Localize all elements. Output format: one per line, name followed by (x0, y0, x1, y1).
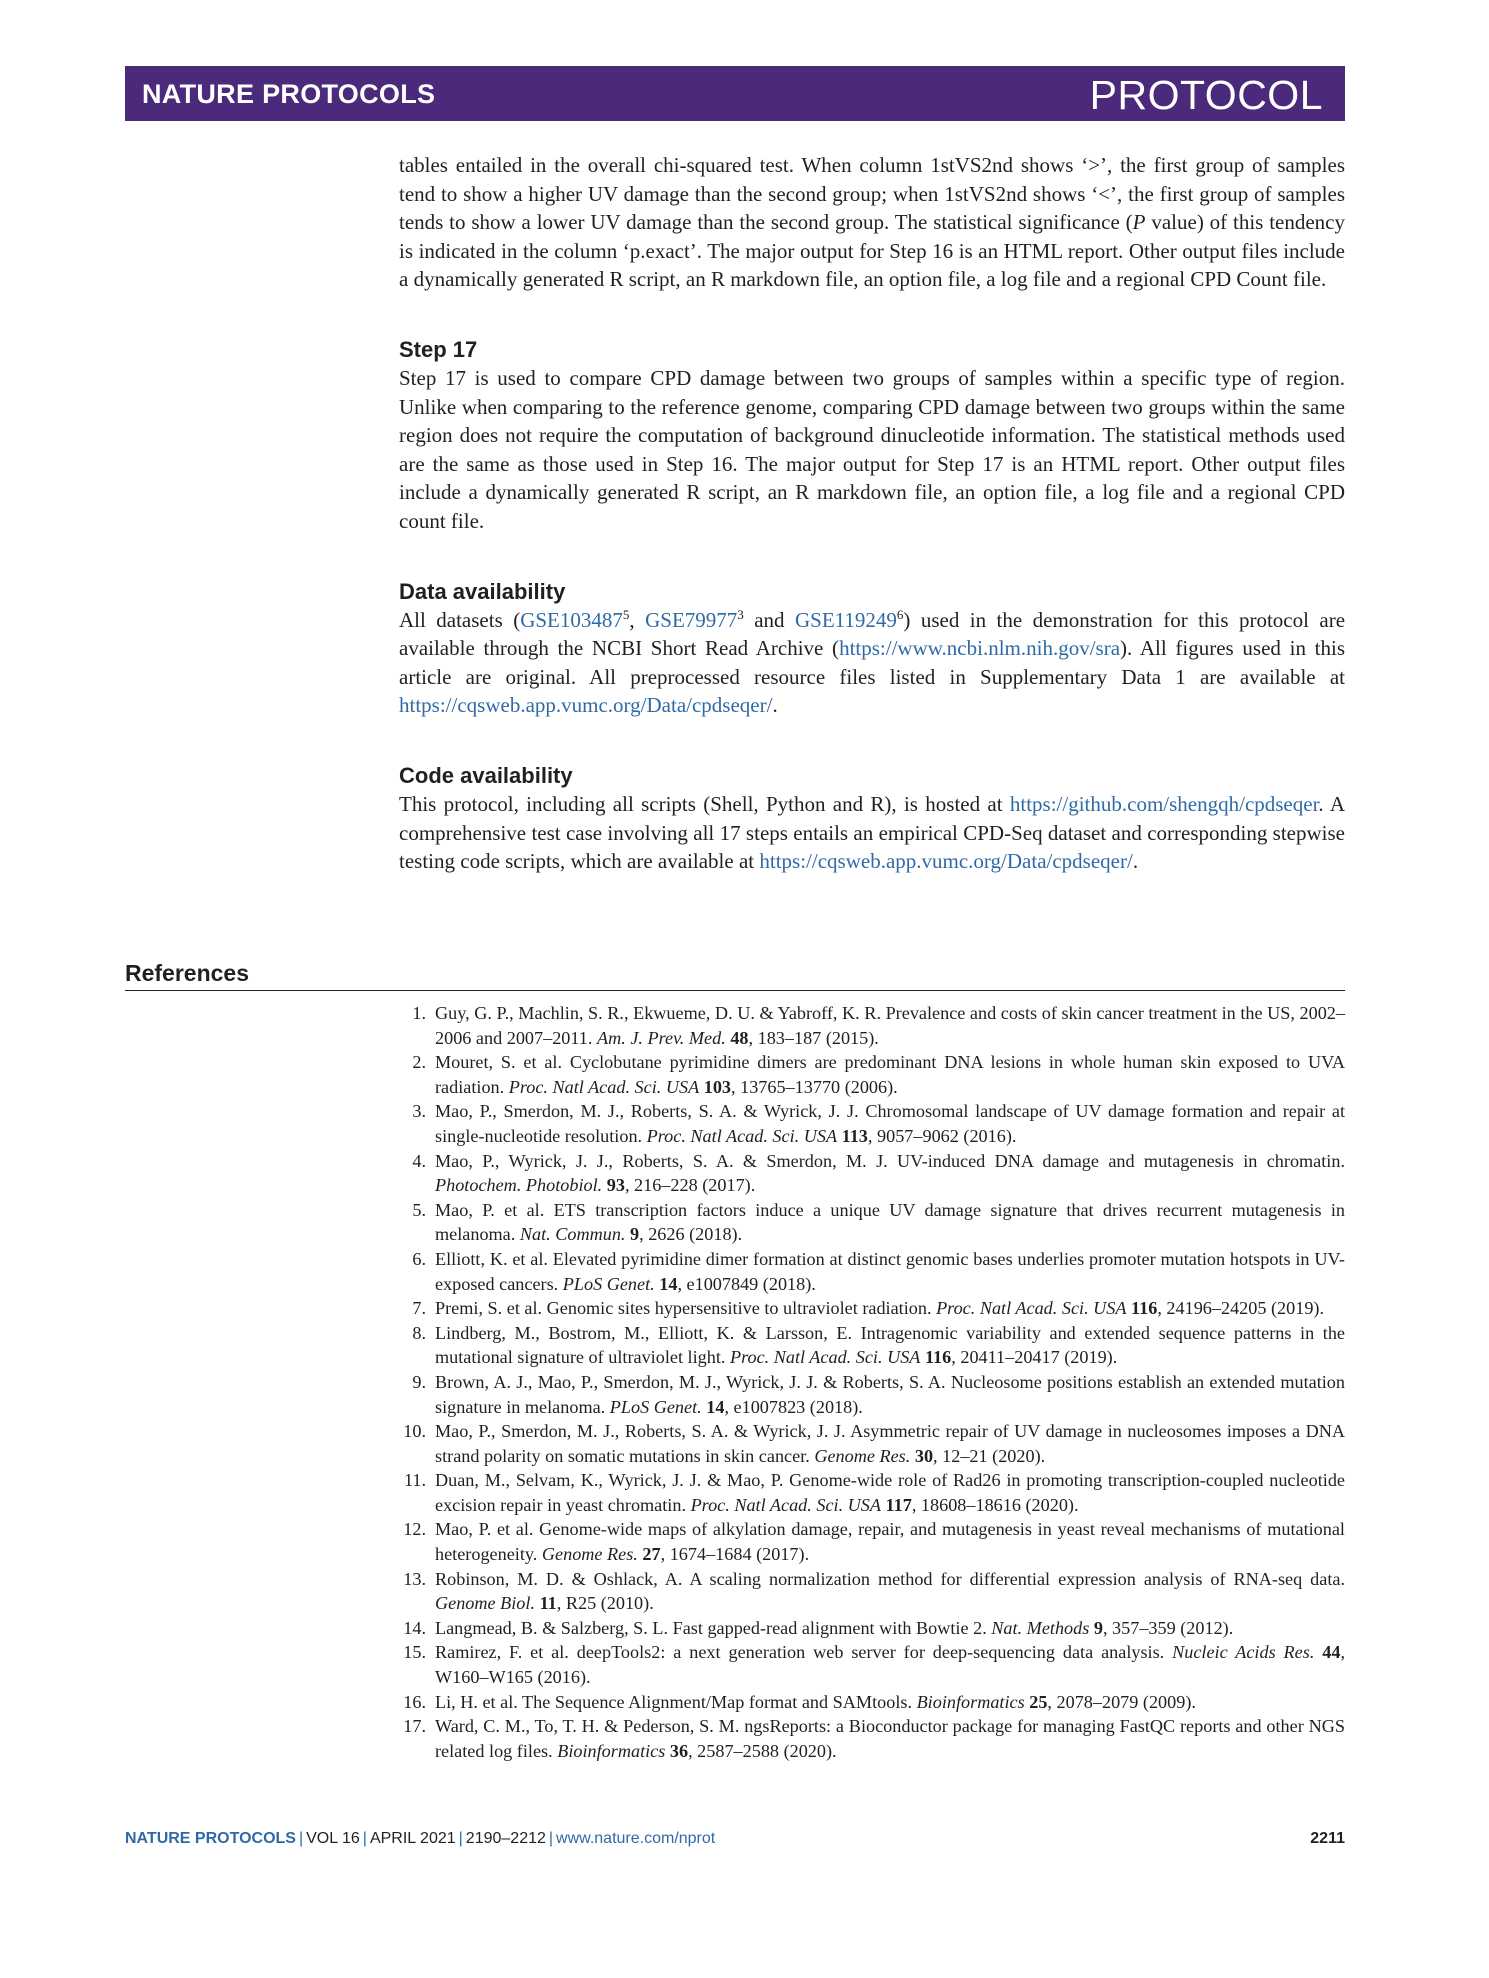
reference-journal: Am. J. Prev. Med. (597, 1027, 726, 1048)
reference-item: 1. Guy, G. P., Machlin, S. R., Ekwueme, D. U. & Yabroff, K. R. Prevalence and costs of skin cancer treatment in the US, 2002–2006 and 2007–2011. Am. J. Prev. Med. 48, 183–187 (2015). (399, 1001, 1345, 1050)
data-availability-paragraph: All datasets (GSE103487$^5$, GSE79977$^3$ and GSE119249$^6$) used in the demonstration for this protocol are available through the NCBI Short Read Archive (https://www.ncbi.nlm.nih.gov/sra). All figures used in this article are original. All preprocessed resource files listed in Supplementary Data 1 are available at https://cqsweb.app.vumc.org/Data/cpdseqer/. (399, 606, 1346, 718)
reference-number: 1. (412, 1003, 426, 1023)
reference-number: 5. (412, 1199, 426, 1220)
reference-volume: 117 (885, 1494, 912, 1515)
ref-citation[interactable]: 5 (622, 606, 630, 622)
reference-item: 9. Brown, A. J., Mao, P., Smerdon, M. J., Wyrick, J. J. & Roberts, S. A. Nucleosome positions establish an extended mutation signature in melanoma. PLoS Genet. 14, e1007823 (2018). (399, 1370, 1345, 1419)
footer-volume: VOL 16 (306, 1830, 360, 1847)
footer-pages: 2190–2212 (465, 1830, 546, 1847)
main-column (399, 151, 1345, 876)
reference-volume: 36 (669, 1740, 689, 1761)
journal-header-bar (125, 66, 1345, 121)
gse103487-link[interactable]: GSE103487 (520, 607, 623, 632)
reference-journal: Bioinformatics (557, 1740, 666, 1761)
page-number: 2211 (1310, 1830, 1345, 1847)
step17-paragraph: Step 17 is used to compare CPD damage between two groups of samples within a specific type of region. Unlike when comparing to the reference genome, comparing CPD damage between two groups within the same region does not require the computation of background dinucleotide information. The statistical methods used are the same as those used in Step 16. The major output for Step 17 is an HTML report. Other output files include a dynamically generated R script, an R markdown file, an option file, a log file and a regional CPD count file. (399, 365, 1345, 533)
reference-journal: Proc. Natl Acad. Sci. USA (729, 1347, 921, 1368)
references-divider (125, 990, 1345, 991)
reference-volume: 116 (1131, 1298, 1158, 1319)
footer-journal: NATURE PROTOCOLS (125, 1830, 296, 1847)
reference-volume: 27 (642, 1544, 661, 1565)
reference-number: 2. (412, 1052, 426, 1073)
reference-journal: Proc. Natl Acad. Sci. USA (936, 1298, 1127, 1319)
references-list (399, 1001, 1345, 1763)
reference-item: 4. Mao, P., Wyrick, J. J., Roberts, S. A. & Smerdon, M. J. UV-induced DNA damage and mutagenesis in chromatin. Photochem. Photobiol. 93, 216–228 (2017). (399, 1149, 1345, 1198)
code-availability-heading: Code availability (399, 762, 573, 788)
reference-number: 14. (403, 1617, 426, 1638)
code-availability-paragraph: This protocol, including all scripts (Shell, Python and R), is hosted at https://github.com/shengqh/cpdseqer. A comprehensive test case involving all 17 steps entails an empirical CPD-Seq dataset and corresponding stepwise testing code scripts, which are available at https://cqsweb.app.vumc.org/Data/cpdseqer/. (399, 791, 1345, 874)
article-type: PROTOCOL (1089, 72, 1323, 118)
ncbi-sra-link[interactable]: https://www.ncbi.nlm.nih.gov/sra (839, 636, 1121, 661)
reference-volume: 44 (1322, 1642, 1341, 1663)
reference-item: 16. Li, H. et al. The Sequence Alignment/Map format and SAMtools. Bioinformatics 25, 2078–2079 (2009). (399, 1690, 1345, 1715)
cpdseqer-data-link-2[interactable]: https://cqsweb.app.vumc.org/Data/cpdseqer/ (759, 849, 1133, 874)
references-heading: References (125, 960, 250, 986)
reference-journal: Genome Res. (541, 1544, 638, 1565)
reference-number: 4. (412, 1150, 426, 1171)
reference-number: 3. (412, 1101, 426, 1122)
reference-journal: Photochem. Photobiol. (435, 1175, 603, 1196)
reference-journal: Genome Biol. (435, 1593, 536, 1614)
reference-journal: Nat. Commun. (519, 1224, 626, 1245)
reference-journal: Nat. Methods (991, 1617, 1090, 1638)
reference-volume: 113 (841, 1125, 868, 1146)
gse119249-link[interactable]: GSE119249 (795, 607, 897, 632)
reference-journal: Proc. Natl Acad. Sci. USA (646, 1125, 838, 1146)
reference-number: 7. (412, 1298, 426, 1319)
footer-url-link[interactable]: www.nature.com/nprot (556, 1830, 716, 1847)
reference-item: 12. Mao, P. et al. Genome-wide maps of alkylation damage, repair, and mutagenesis in yeast reveal mechanisms of mutational heterogeneity. Genome Res. 27, 1674–1684 (2017). (399, 1517, 1345, 1566)
reference-volume: 30 (914, 1445, 934, 1466)
reference-number: 13. (403, 1568, 426, 1589)
reference-volume: 11 (539, 1593, 557, 1614)
reference-volume: 14 (706, 1396, 725, 1417)
reference-journal: Proc. Natl Acad. Sci. USA (690, 1494, 881, 1515)
reference-volume: 14 (659, 1273, 678, 1294)
reference-item: 11. Duan, M., Selvam, K., Wyrick, J. J. & Mao, P. Genome-wide role of Rad26 in promoting transcription-coupled nucleotide excision repair in yeast chromatin. Proc. Natl Acad. Sci. USA 117, 18608–18616 (2020). (399, 1468, 1345, 1517)
reference-number: 17. (403, 1716, 426, 1737)
reference-item: 13. Robinson, M. D. & Oshlack, A. A scaling normalization method for differential expression analysis of RNA-seq data. Genome Biol. 11, R25 (2010). (399, 1567, 1345, 1616)
reference-item: 10. Mao, P., Smerdon, M. J., Roberts, S. A. & Wyrick, J. J. Asymmetric repair of UV damage in nucleosomes imposes a DNA strand polarity on somatic mutations in skin cancer. Genome Res. 30, 12–21 (2020). (399, 1419, 1345, 1468)
reference-number: 16. (403, 1691, 426, 1712)
reference-item: 5. Mao, P. et al. ETS transcription factors induce a unique UV damage signature that drives recurrent mutagenesis in melanoma. Nat. Commun. 9, 2626 (2018). (399, 1198, 1345, 1247)
reference-number: 6. (412, 1248, 426, 1269)
reference-journal: Proc. Natl Acad. Sci. USA (508, 1076, 700, 1097)
reference-volume: 25 (1029, 1691, 1048, 1712)
reference-number: 9. (412, 1371, 426, 1392)
step17-heading: Step 17 (399, 336, 478, 362)
reference-volume: 93 (606, 1175, 625, 1196)
journal-name: NATURE PROTOCOLS (142, 79, 436, 109)
reference-number: 15. (403, 1642, 426, 1663)
page-footer: NATURE PROTOCOLS | VOL 16 | APRIL 2021 | 2190–2212 | www.nature.com/nprot 2211 (125, 1830, 1345, 1847)
reference-volume: 48 (730, 1027, 749, 1048)
reference-item: 15. Ramirez, F. et al. deepTools2: a next generation web server for deep-sequencing data analysis. Nucleic Acids Res. 44, W160–W165 (2016). (399, 1640, 1345, 1689)
reference-journal: Genome Res. (814, 1445, 911, 1466)
reference-item: 2. Mouret, S. et al. Cyclobutane pyrimidine dimers are predominant DNA lesions in whole human skin exposed to UVA radiation. Proc. Natl Acad. Sci. USA 103, 13765–13770 (2006). (399, 1050, 1345, 1099)
reference-journal: Nucleic Acids Res. (1172, 1642, 1315, 1663)
reference-volume: 116 (924, 1347, 952, 1368)
cpdseqer-data-link[interactable]: https://cqsweb.app.vumc.org/Data/cpdseqer/ (399, 693, 773, 718)
gse79977-link[interactable]: GSE79977 (645, 607, 738, 632)
reference-journal: PLoS Genet. (609, 1396, 702, 1417)
reference-number: 12. (403, 1519, 426, 1540)
data-availability-heading: Data availability (399, 578, 566, 604)
reference-item: 8. Lindberg, M., Bostrom, M., Elliott, K. & Larsson, E. Intragenomic variability and extended sequence patterns in the mutational signature of ultraviolet light. Proc. Natl Acad. Sci. USA 116, 20411–20417 (2019). (399, 1321, 1345, 1370)
reference-journal: Bioinformatics (916, 1691, 1025, 1712)
reference-number: 10. (403, 1421, 426, 1442)
reference-journal: PLoS Genet. (562, 1273, 655, 1294)
reference-volume: 9 (1093, 1617, 1103, 1638)
reference-item: 3. Mao, P., Smerdon, M. J., Roberts, S. A. & Wyrick, J. J. Chromosomal landscape of UV damage formation and repair at single-nucleotide resolution. Proc. Natl Acad. Sci. USA 113, 9057–9062 (2016). (399, 1099, 1345, 1148)
reference-item: 6. Elliott, K. et al. Elevated pyrimidine dimer formation at distinct genomic bases underlies promoter mutation hotspots in UV-exposed cancers. PLoS Genet. 14, e1007849 (2018). (399, 1247, 1345, 1296)
ref-citation[interactable]: 6 (896, 606, 904, 622)
reference-number: 8. (412, 1322, 426, 1343)
reference-volume: 9 (630, 1224, 640, 1245)
reference-item: 14. Langmead, B. & Salzberg, S. L. Fast gapped-read alignment with Bowtie 2. Nat. Methods 9, 357–359 (2012). (399, 1616, 1345, 1641)
reference-volume: 103 (703, 1076, 732, 1097)
github-link[interactable]: https://github.com/shengqh/cpdseqer (1009, 791, 1319, 816)
intro-paragraph: tables entailed in the overall chi-squared test. When column 1stVS2nd shows ‘>’, the first group of samples tend to show a higher UV damage than the second group; when 1stVS2nd shows ‘<’, the first group of samples tends to show a lower UV damage than the second group. The statistical significance (P value) of this tendency is indicated in the column ‘p.exact’. The major output for Step 16 is an HTML report. Other output files include a dynamically generated R script, an R markdown file, an option file, a log file and a regional CPD Count file. (399, 153, 1345, 292)
reference-item: 7. Premi, S. et al. Genomic sites hypersensitive to ultraviolet radiation. Proc. Natl Acad. Sci. USA 116, 24196–24205 (2019). (399, 1296, 1345, 1321)
reference-number: 11. (403, 1470, 426, 1491)
reference-item: 17. Ward, C. M., To, T. H. & Pederson, S. M. ngsReports: a Bioconductor package for managing FastQC reports and other NGS related log files. Bioinformatics 36, 2587–2588 (2020). (399, 1714, 1345, 1763)
ref-citation[interactable]: 3 (737, 606, 744, 622)
footer-date: APRIL 2021 (369, 1830, 456, 1847)
